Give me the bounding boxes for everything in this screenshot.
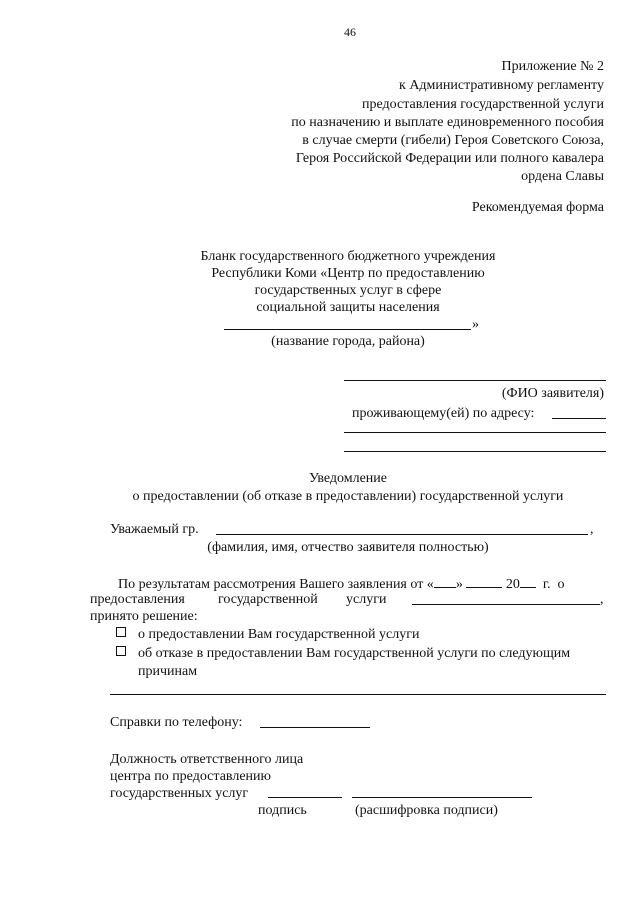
date-day-blank[interactable] bbox=[434, 574, 456, 588]
year-prefix: 20 bbox=[505, 577, 520, 592]
checkbox-grant[interactable] bbox=[116, 627, 126, 637]
signature-hint: подпись bbox=[258, 803, 307, 818]
decision-word: государственной bbox=[218, 592, 318, 607]
decision-word: услуги bbox=[346, 592, 387, 607]
reasons-word: причинам bbox=[138, 664, 198, 679]
address-blank-line[interactable] bbox=[344, 432, 606, 433]
letterhead-line: социальной защиты населения bbox=[256, 300, 440, 315]
closing-quote: » bbox=[472, 317, 479, 332]
appendix-line: Героя Российской Федерации или полного кавалера bbox=[295, 151, 604, 166]
trailing-o: о bbox=[557, 577, 565, 592]
letterhead-line: Бланк государственного бюджетного учреждения bbox=[200, 249, 496, 264]
option-refuse-label: об отказе в предоставлении Вам государственной услуги по следующим bbox=[138, 646, 571, 661]
decision-line-1 bbox=[118, 574, 564, 593]
address-label: проживающему(ей) по адресу: bbox=[352, 406, 535, 421]
signature-position-line: Должность ответственного лица bbox=[110, 752, 304, 767]
signature-blank[interactable] bbox=[268, 797, 342, 798]
decision-intro: По результатам рассмотрения Вашего заявления от « bbox=[118, 577, 434, 592]
appendix-line: по назначению и выплате единовременного пособия bbox=[291, 115, 604, 130]
fio-blank-line[interactable] bbox=[344, 380, 606, 381]
recommended-form-label: Рекомендуемая форма bbox=[471, 200, 604, 215]
appendix-line: в случае смерти (гибели) Героя Советского Союза, bbox=[302, 133, 604, 148]
option-grant bbox=[116, 626, 419, 643]
checkbox-refuse[interactable] bbox=[116, 646, 126, 656]
city-blank-line[interactable] bbox=[224, 329, 471, 330]
decision-line-3: принято решение: bbox=[90, 609, 198, 624]
appendix-line: ордена Славы bbox=[521, 169, 604, 184]
decision-word: предоставления bbox=[90, 592, 185, 607]
phone-label: Справки по телефону: bbox=[110, 715, 243, 730]
appendix-line: к Административному регламенту bbox=[399, 78, 604, 93]
signature-decode-blank[interactable] bbox=[352, 797, 532, 798]
date-month-blank[interactable] bbox=[466, 574, 502, 588]
phone-blank[interactable] bbox=[260, 727, 370, 728]
letterhead-line: государственных услуг в сфере bbox=[254, 283, 442, 298]
reasons-blank-line[interactable] bbox=[110, 694, 606, 695]
greeting-hint: (фамилия, имя, отчество заявителя полностью) bbox=[207, 540, 489, 555]
appendix-line: предоставления государственной услуги bbox=[362, 97, 604, 112]
fio-hint: (ФИО заявителя) bbox=[501, 386, 604, 401]
notice-title: Уведомление bbox=[308, 471, 387, 486]
letterhead-line: Республики Коми «Центр по предоставлению bbox=[211, 266, 485, 281]
year-suffix: г. bbox=[542, 577, 551, 592]
address-blank-inline[interactable] bbox=[552, 418, 606, 419]
quote-close: » bbox=[455, 577, 463, 592]
greeting-comma: , bbox=[590, 522, 594, 537]
option-refuse bbox=[116, 645, 570, 662]
notice-subtitle: о предоставлении (об отказе в предоставлении) государственной услуги bbox=[132, 489, 564, 504]
applicant-name-blank[interactable] bbox=[216, 534, 588, 535]
city-hint: (название города, района) bbox=[271, 334, 425, 349]
service-name-blank[interactable] bbox=[412, 604, 600, 605]
decode-hint: (расшифровка подписи) bbox=[355, 803, 498, 818]
signature-position-line: центра по предоставлению bbox=[110, 769, 271, 784]
decision-comma: , bbox=[600, 592, 604, 607]
address-blank-line[interactable] bbox=[344, 451, 606, 452]
page-number: 46 bbox=[344, 25, 356, 39]
appendix-line: Приложение № 2 bbox=[501, 59, 604, 74]
date-year-blank[interactable] bbox=[520, 574, 536, 588]
signature-position-line: государственных услуг bbox=[110, 786, 249, 801]
greeting-label: Уважаемый гр. bbox=[110, 522, 199, 537]
option-grant-label: о предоставлении Вам государственной услуги bbox=[138, 627, 420, 642]
